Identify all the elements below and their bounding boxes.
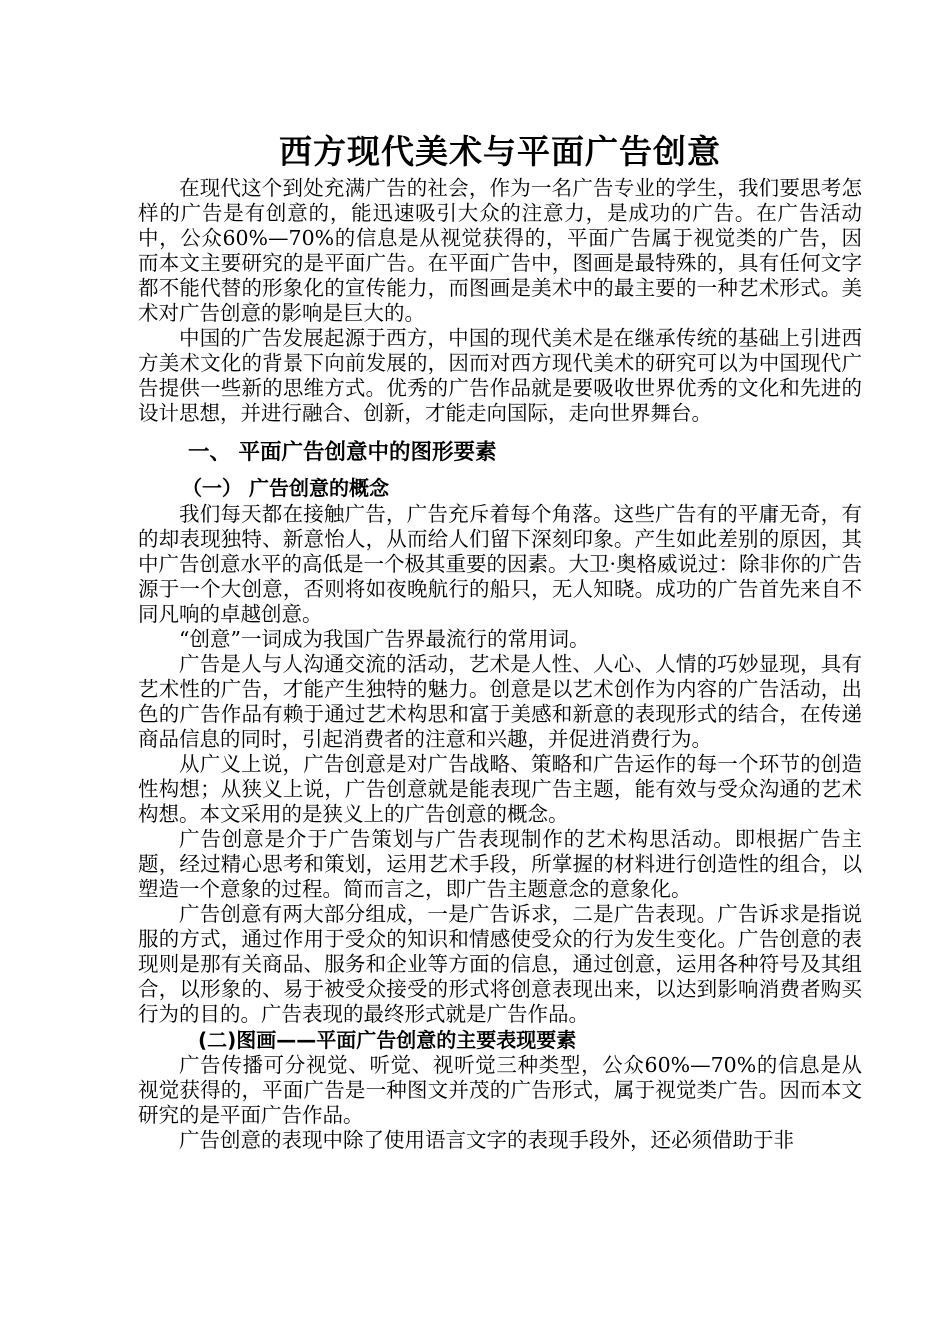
subsection-1-paragraph-1: 我们每天都在接触广告，广告充斥着每个角落。这些广告有的平庸无奇，有的却表现独特、新意怡人，从而给人们留下深刻印象。产生如此差别的原因，其中广告创意水平的高低是一个极其重要的因素。大卫·奥格威说过：除非你的广告源于一个大创意，否则将如夜晚航行的船只，无人知晓。成功的广告首先来自不同凡响的卓越创意。 bbox=[138, 502, 863, 626]
subsection-1-paragraph-2: “创意”一词成为我国广告界最流行的常用词。 bbox=[179, 627, 590, 651]
intro-paragraph-2: 中国的广告发展起源于西方，中国的现代美术是在继承传统的基础上引进西方美术文化的背景下向前发展的，因而对西方现代美术的研究可以为中国现代广告提供一些新的思维方式。优秀的广告作品就是要吸收世界优秀的文化和先进的设计思想，并进行融合、创新，才能走向国际，走向世界舞台。 bbox=[138, 326, 862, 425]
subsection-2-paragraph-2: 广告创意的表现中除了使用语言文字的表现手段外，还必须借助于非 bbox=[179, 1128, 794, 1152]
subsection-1-paragraph-4: 从广义上说，广告创意是对广告战略、策略和广告运作的每一个环节的创造性构想；从狭义上说，广告创意就是能表现广告主题，能有效与受众沟通的艺术构想。本文采用的是狭义上的广告创意的概念。 bbox=[138, 752, 862, 826]
subsection-2-paragraph-1: 广告传播可分视觉、听觉、视听觉三种类型，公众60%—70%的信息是从视觉获得的，平面广告是一种图文并茂的广告形式，属于视觉类广告。因而本文研究的是平面广告作品。 bbox=[138, 1053, 862, 1127]
subsection-1-heading: （一） 广告创意的概念 bbox=[182, 476, 389, 500]
subsection-1-paragraph-5: 广告创意是介于广告策划与广告表现制作的艺术构思活动。即根据广告主题，经过精心思考和策划，运用艺术手段，所掌握的材料进行创造性的组合，以塑造一个意象的过程。简而言之，即广告主题意念的意象化。 bbox=[138, 827, 862, 901]
document-page bbox=[138, 128, 862, 1153]
document-title: 西方现代美术与平面广告创意 bbox=[279, 132, 721, 171]
subsection-2-heading: (二)图画——平面广告创意的主要表现要素 bbox=[198, 1028, 577, 1052]
section-1-heading: 一、 平面广告创意中的图形要素 bbox=[188, 440, 497, 465]
subsection-1-paragraph-6: 广告创意有两大部分组成，一是广告诉求，二是广告表现。广告诉求是指说服的方式，通过作用于受众的知识和情感使受众的行为发生变化。广告创意的表现则是那有关商品、服务和企业等方面的信息，通过创意，运用各种符号及其组合，以形象的、易于被受众接受的形式将创意表现出来，以达到影响消费者购买行为的目的。广告表现的最终形式就是广告作品。 bbox=[138, 902, 862, 1026]
subsection-1-paragraph-3: 广告是人与人沟通交流的活动，艺术是人性、人心、人情的巧妙显现，具有艺术性的广告，才能产生独特的魅力。创意是以艺术创作为内容的广告活动，出色的广告作品有赖于通过艺术构思和富于美感和新意的表现形式的结合，在传递商品信息的同时，引起消费者的注意和兴趣，并促进消费行为。 bbox=[138, 652, 862, 751]
intro-paragraph-1: 在现代这个到处充满广告的社会，作为一名广告专业的学生，我们要思考怎样的广告是有创意的，能迅速吸引大众的注意力，是成功的广告。在广告活动中，公众60%—70%的信息是从视觉获得的，平面广告属于视觉类的广告，因而本文主要研究的是平面广告。在平面广告中，图画是最特殊的，具有任何文字都不能代替的形象化的宣传能力，而图画是美术中的最主要的一种艺术形式。美术对广告创意的影响是巨大的。 bbox=[138, 176, 862, 325]
